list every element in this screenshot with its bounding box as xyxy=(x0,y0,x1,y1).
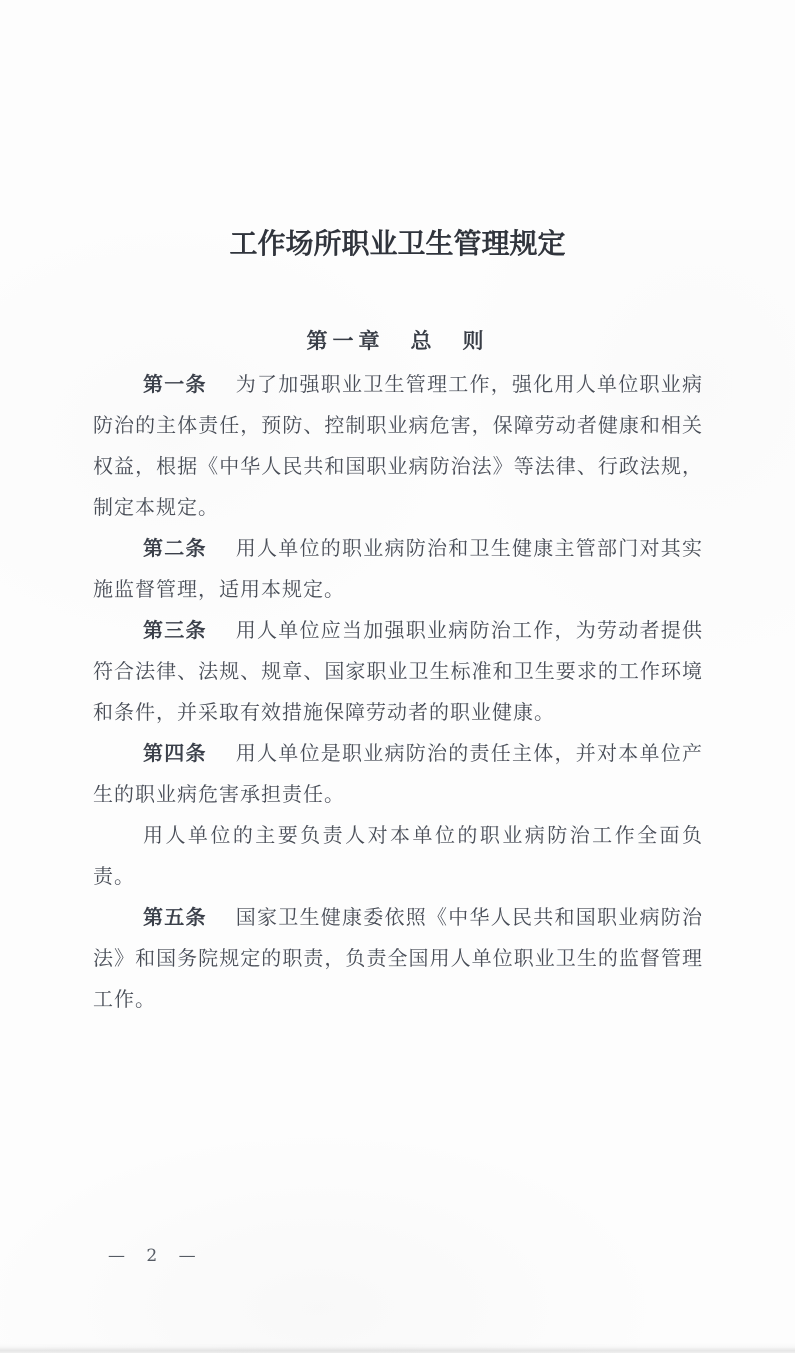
article-text: 用人单位是职业病防治的责任主体，并对本单位产生的职业病危害承担责任。 xyxy=(93,741,703,806)
article-text: 为了加强职业卫生管理工作，强化用人单位职业病防治的主体责任，预防、控制职业病危害，保障劳动者健康和相关权益，根据《中华人民共和国职业病防治法》等法律、行政法规，制定本规定。 xyxy=(93,372,703,519)
article-paragraph xyxy=(93,528,703,610)
article-label: 第四条 xyxy=(143,741,207,765)
document-body xyxy=(93,364,703,1020)
article-label: 第一条 xyxy=(143,372,207,396)
article-text: 用人单位的主要负责人对本单位的职业病防治工作全面负责。 xyxy=(93,823,703,888)
article-label: 第五条 xyxy=(143,905,207,929)
article-text: 用人单位应当加强职业病防治工作，为劳动者提供符合法律、法规、规章、国家职业卫生标准和卫生要求的工作环境和条件，并采取有效措施保障劳动者的职业健康。 xyxy=(93,618,703,724)
page-number: — 2 — xyxy=(108,1246,198,1266)
scan-edge-artifact xyxy=(0,1343,795,1353)
article-text: 用人单位的职业病防治和卫生健康主管部门对其实施监督管理，适用本规定。 xyxy=(93,536,703,601)
article-paragraph xyxy=(93,815,703,897)
document-title: 工作场所职业卫生管理规定 xyxy=(229,227,566,260)
scanned-document-page xyxy=(0,227,795,1353)
article-paragraph xyxy=(93,610,703,733)
article-text: 国家卫生健康委依照《中华人民共和国职业病防治法》和国务院规定的职责，负责全国用人单位职业卫生的监督管理工作。 xyxy=(93,905,703,1011)
article-paragraph xyxy=(93,733,703,815)
article-paragraph xyxy=(93,897,703,1020)
article-paragraph xyxy=(93,364,703,528)
chapter-heading: 第一章 总 则 xyxy=(306,328,489,353)
article-label: 第二条 xyxy=(143,536,207,560)
article-label: 第三条 xyxy=(143,618,207,642)
